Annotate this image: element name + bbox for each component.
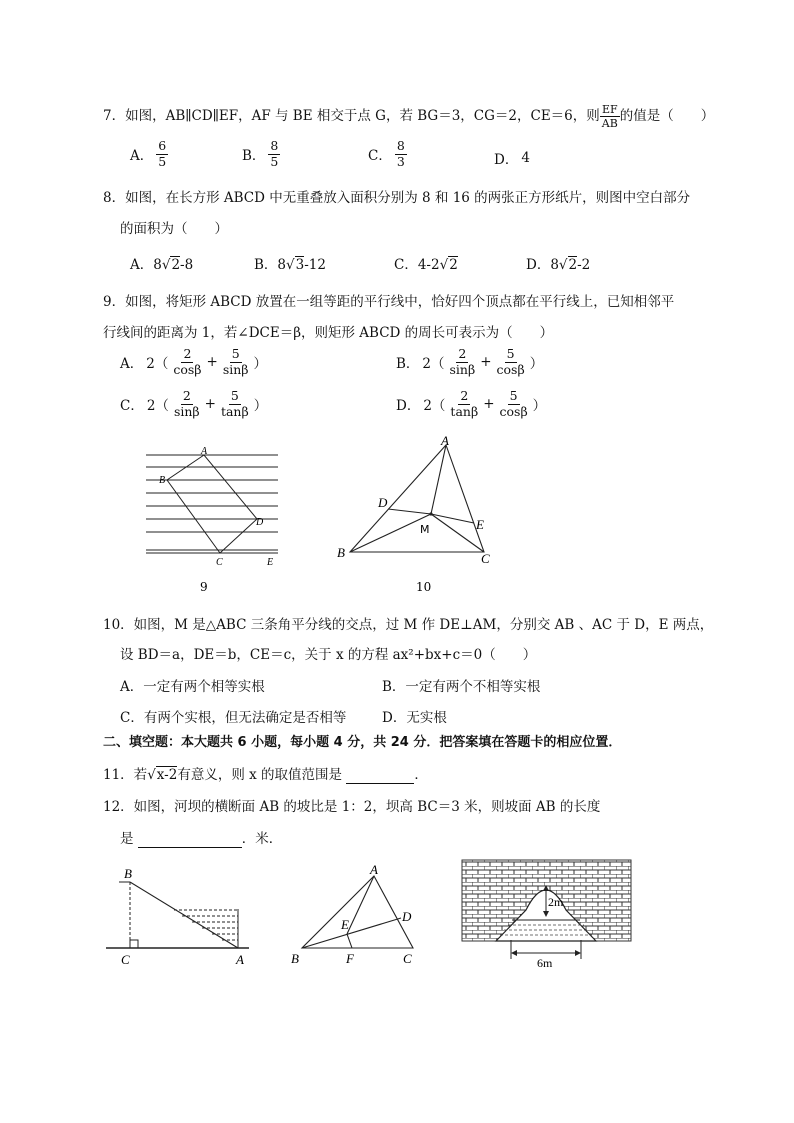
plus-sign: + (206, 354, 218, 370)
sqrt: √3 (286, 257, 305, 273)
option-pre: 4-2 (417, 257, 440, 273)
frac-num: 2 (460, 388, 469, 403)
frac-den: 5 (158, 153, 167, 169)
q9-option-d[interactable] (396, 390, 546, 418)
frac-num: 5 (230, 388, 239, 403)
fig10-label-b: B (337, 545, 345, 560)
frac-den: sinβ (222, 361, 249, 377)
frac-num: 5 (509, 388, 518, 403)
option-label: D． (494, 152, 519, 168)
radicand: 2 (449, 257, 458, 273)
frac-den: AB (601, 117, 618, 130)
fig9-label-e: E (267, 557, 274, 568)
segment-ef (347, 934, 352, 948)
sqrt: √2 (439, 257, 458, 273)
figure-10 (330, 432, 500, 602)
q7-option-d[interactable] (494, 148, 530, 168)
option-label: A． (130, 257, 154, 273)
figure-dam-svg (104, 865, 264, 970)
q10-option-d[interactable]: D．无实根 (382, 710, 447, 726)
frac-den: sinβ (449, 361, 476, 377)
option-pre: 8 (153, 257, 162, 273)
figure-dam (104, 865, 264, 970)
fig10-label-d: D (378, 495, 388, 510)
q7-fraction (600, 104, 620, 129)
q8-option-d[interactable] (526, 253, 590, 273)
segment-am (431, 445, 446, 514)
dam-label-a: A (236, 952, 244, 967)
option-frac-1 (171, 348, 203, 376)
option-frac-2 (221, 348, 251, 376)
frac-num: 5 (506, 346, 515, 361)
q10-option-c[interactable]: C．有两个实根，但无法确定是否相等 (120, 710, 347, 726)
option-text: 4 (521, 150, 530, 166)
sqrt: √x-2 (147, 767, 178, 783)
q9-option-a[interactable] (120, 348, 267, 376)
radicand: 2 (568, 257, 578, 273)
q8-option-c[interactable] (394, 253, 458, 273)
tri-label-b: B (291, 951, 299, 966)
option-frac-1 (448, 390, 480, 418)
option-label: C． (368, 148, 392, 164)
q7-options (130, 140, 550, 174)
fig9-label-c: C (216, 557, 223, 568)
q11 (103, 763, 428, 784)
option-label: A． (120, 356, 144, 372)
frac-num: 2 (183, 346, 192, 361)
section-heading: 二、填空题：本大题共 6 小题，每小题 4 分，共 24 分．把答案填在答题卡的相应位置． (103, 735, 622, 750)
q7-stem (103, 104, 714, 129)
answer-blank[interactable] (346, 767, 414, 784)
slope-ab (130, 882, 238, 948)
segment-dm (388, 509, 431, 514)
q10-line2: 设 BD＝a，DE＝b，CE＝c，关于 x 的方程 ax²+bx+c＝0（ ） (120, 647, 537, 663)
q8-line2: 的面积为（ ） (120, 221, 228, 237)
point-m (429, 512, 432, 515)
q7-option-c[interactable] (368, 140, 407, 168)
q12-line2-pre: 是 (120, 831, 138, 847)
radicand: x-2 (156, 767, 178, 783)
figure-tunnel-svg (460, 858, 635, 970)
q7-stem-text: 7．如图，AB∥CD∥EF，AF 与 BE 相交于点 G，若 BG＝3，CG＝2，CE＝6，则 (103, 108, 600, 124)
figure-9-svg (140, 440, 290, 605)
frac-den: cosβ (173, 361, 202, 377)
frac-num: 6 (158, 138, 167, 153)
q12-line2-post: ．米． (241, 831, 283, 847)
q10-option-a[interactable]: A．一定有两个相等实根 (120, 679, 265, 695)
option-label: D． (396, 398, 421, 414)
radicand: 3 (295, 257, 305, 273)
q11-pre: 11．若 (103, 767, 148, 783)
q9-option-c[interactable] (120, 390, 267, 418)
option-post: ） (532, 398, 547, 414)
option-pre: 2（ (146, 356, 169, 372)
fig10-label-a: A (441, 433, 449, 448)
q8-option-b[interactable] (254, 253, 326, 273)
option-frac-2 (495, 348, 527, 376)
fig10-label-e: E (476, 517, 484, 532)
option-pre: 2（ (423, 398, 446, 414)
dam-label-c: C (121, 952, 130, 967)
q9-option-b[interactable] (396, 348, 543, 376)
q10-line1: 10．如图，M 是△ABC 三条角平分线的交点，过 M 作 DE⊥AM，分别交 AB 、AC 于 D，E 两点， (103, 617, 714, 633)
q8-line1: 8．如图，在长方形 ABCD 中无重叠放入面积分别为 8 和 16 的两张正方形纸片，则图中空白部分 (103, 190, 691, 206)
tri-label-e: E (341, 917, 349, 932)
frac-num: 2 (458, 346, 467, 361)
option-frac-1 (172, 390, 202, 418)
figure-10-svg (330, 432, 500, 602)
q12-line1: 12．如图，河坝的横断面 AB 的坡比是 1：2，坝高 BC＝3 米，则坡面 AB 的长度 (103, 799, 601, 815)
option-frac-2 (219, 390, 251, 418)
arrow-right-icon (575, 950, 581, 956)
figure-triangle-def (288, 862, 428, 972)
plus-sign: + (204, 396, 216, 412)
frac-den: sinβ (173, 403, 200, 419)
q11-end: ． (414, 767, 428, 783)
plus-sign: + (483, 396, 495, 412)
q7-option-a[interactable] (130, 140, 168, 168)
q9-line2: 行线间的距离为 1，若∠DCE＝β，则矩形 ABCD 的周长可表示为（ ） (103, 325, 554, 341)
triangle-abc (350, 445, 484, 552)
q8-options (130, 253, 610, 273)
segment-ae (347, 876, 374, 934)
frac-den: 3 (396, 153, 405, 169)
radicand: 2 (171, 257, 181, 273)
fig10-caption: 10 (416, 580, 432, 594)
q7-stem-tail: 的值是（ ） (619, 108, 715, 124)
answer-blank[interactable] (138, 831, 242, 848)
sqrt: √2 (558, 257, 578, 273)
fig10-label-c: C (481, 551, 490, 566)
option-fraction (395, 140, 407, 168)
figure-9 (140, 440, 290, 605)
option-pre: 2（ (146, 398, 169, 414)
option-pre: 8 (550, 257, 559, 273)
q7-option-b[interactable] (242, 140, 280, 168)
plus-sign: + (480, 354, 492, 370)
option-label: C． (394, 257, 418, 273)
frac-den: cosβ (499, 403, 528, 419)
option-pre: 2（ (422, 356, 445, 372)
q9-line1: 9．如图，将矩形 ABCD 放置在一组等距的平行线中，恰好四个顶点都在平行线上，已知相邻平 (103, 294, 675, 310)
option-label: C． (120, 398, 144, 414)
arrow-left-icon (511, 950, 517, 956)
right-angle-mark (130, 940, 138, 948)
q10-option-b[interactable]: B．一定有两个不相等实根 (382, 679, 541, 695)
option-post: -8 (180, 257, 194, 273)
frac-den: 5 (270, 153, 279, 169)
option-fraction (268, 140, 280, 168)
option-post: ） (253, 398, 268, 414)
fig9-label-b: B (159, 475, 166, 486)
option-pre: 8 (277, 257, 287, 273)
tri-label-a: A (370, 862, 378, 877)
segment-bm (350, 514, 431, 552)
option-post: -2 (577, 257, 591, 273)
fig9-label-a: A (201, 446, 208, 457)
q11-post: 有意义，则 x 的取值范围是 (177, 767, 347, 783)
dam-label-b: B (124, 866, 132, 881)
q8-option-a[interactable] (130, 253, 193, 273)
option-post: -12 (304, 257, 326, 273)
frac-num: EF (601, 103, 618, 116)
frac-den: tanβ (450, 403, 479, 419)
option-label: B． (396, 356, 420, 372)
figure-triangle-svg (288, 862, 428, 972)
tri-label-f: F (346, 951, 354, 966)
option-label: B． (254, 257, 278, 273)
option-label: D． (526, 257, 551, 273)
option-label: B． (242, 148, 266, 164)
frac-num: 2 (182, 388, 191, 403)
rectangle-abcd (167, 455, 257, 553)
sqrt: √2 (161, 257, 181, 273)
option-label: A． (130, 148, 154, 164)
tri-label-d: D (402, 909, 412, 924)
option-frac-1 (448, 348, 478, 376)
option-post: ） (253, 356, 268, 372)
fig9-label-d: D (256, 517, 264, 528)
frac-num: 5 (231, 346, 240, 361)
tri-label-c: C (403, 951, 412, 966)
tunnel-height-label: 2m (548, 895, 564, 909)
option-frac-2 (498, 390, 530, 418)
option-post: ） (529, 356, 544, 372)
fig10-label-m: M (420, 523, 430, 536)
option-fraction (156, 140, 168, 168)
frac-num: 8 (270, 138, 279, 153)
frac-num: 8 (396, 138, 405, 153)
tunnel-width-label: 6m (537, 956, 553, 970)
frac-den: tanβ (220, 403, 249, 419)
fig9-caption: 9 (200, 580, 208, 594)
frac-den: cosβ (496, 361, 525, 377)
q12-line2 (120, 827, 282, 848)
figure-tunnel (460, 858, 635, 970)
